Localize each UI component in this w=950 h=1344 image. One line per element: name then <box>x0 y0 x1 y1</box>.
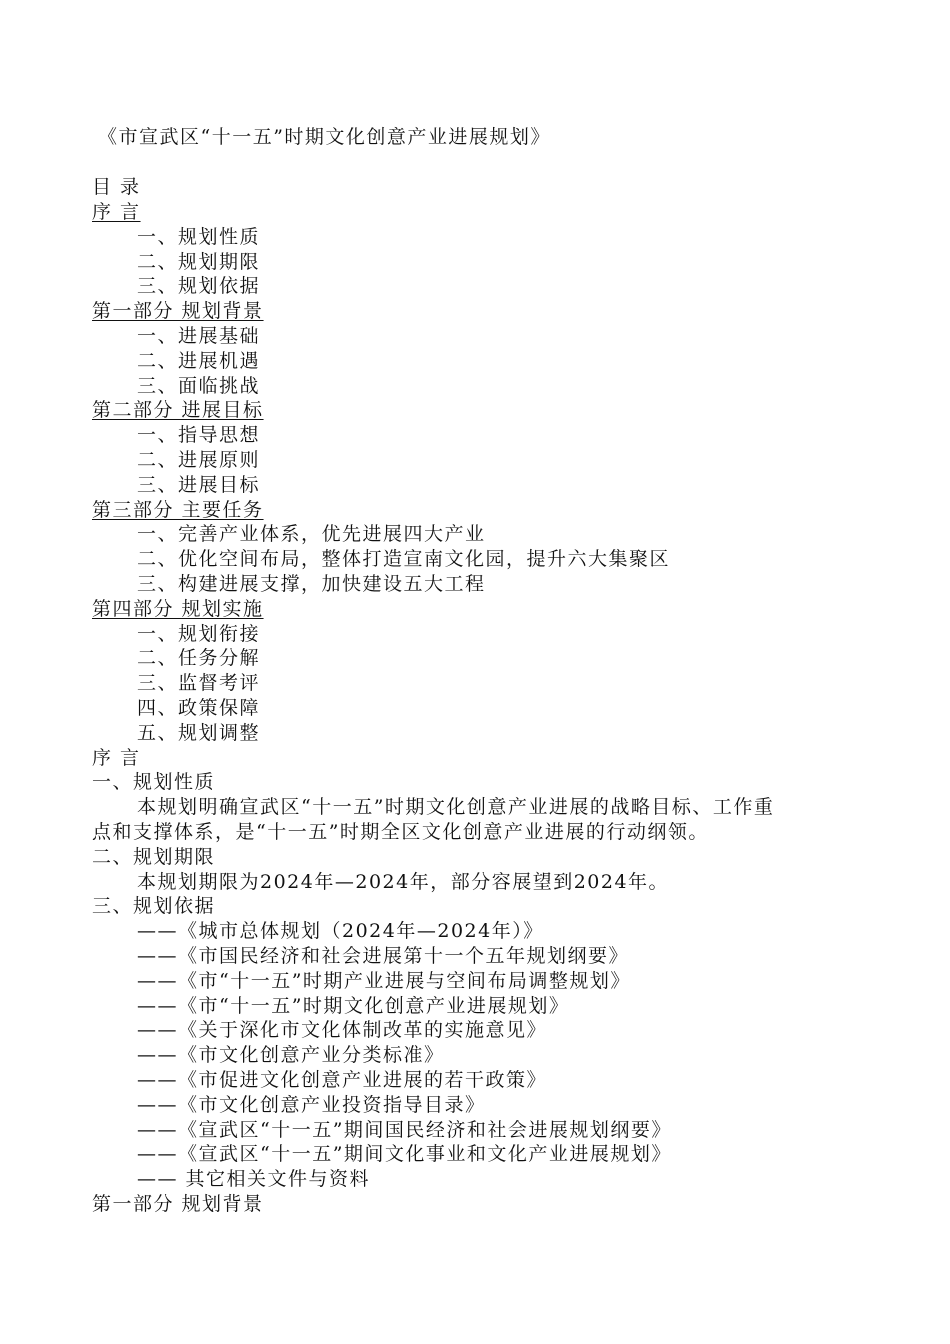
toc-preface-link[interactable]: 序 言 <box>92 201 141 223</box>
toc-item: 二、进展原则 <box>137 449 261 471</box>
basis-item: ——《市文化创意产业分类标准》 <box>137 1044 445 1066</box>
toc-item: 一、规划性质 <box>137 226 261 248</box>
toc-item: 二、任务分解 <box>137 647 261 669</box>
section-heading: 第一部分 规划背景 <box>92 1193 264 1215</box>
basis-item: ——《市国民经济和社会进展第十一个五年规划纲要》 <box>137 945 630 967</box>
toc-item: 三、规划依据 <box>137 275 261 297</box>
paragraph-line: 本规划期限为2024年—2024年，部分容展望到2024年。 <box>137 871 670 893</box>
toc-item: 四、政策保障 <box>137 697 261 719</box>
basis-item: ——《宣武区“十一五”期间国民经济和社会进展规划纲要》 <box>137 1119 672 1141</box>
basis-item: —— 其它相关文件与资料 <box>137 1168 371 1190</box>
toc-item: 一、规划衔接 <box>137 623 261 645</box>
toc-item: 一、进展基础 <box>137 325 261 347</box>
toc-item: 一、指导思想 <box>137 424 261 446</box>
toc-part1-link[interactable]: 第一部分 规划背景 <box>92 300 264 322</box>
basis-item: ——《市“十一五”时期产业进展与空间布局调整规划》 <box>137 970 631 992</box>
basis-item: ——《市“十一五”时期文化创意产业进展规划》 <box>137 995 570 1017</box>
toc-item: 二、规划期限 <box>137 251 261 273</box>
toc-part3-link[interactable]: 第三部分 主要任务 <box>92 499 264 521</box>
paragraph-line: 点和支撑体系，是“十一五”时期全区文化创意产业进展的行动纲领。 <box>92 821 709 843</box>
subsection-heading: 二、规划期限 <box>92 846 216 868</box>
toc-item: 三、面临挑战 <box>137 375 261 397</box>
toc-item: 二、优化空间布局，整体打造宣南文化园，提升六大集聚区 <box>137 548 671 570</box>
basis-item: ——《城市总体规划（2024年—2024年）》 <box>137 920 544 942</box>
subsection-heading: 一、规划性质 <box>92 771 216 793</box>
subsection-heading: 三、规划依据 <box>92 895 216 917</box>
basis-item: ——《宣武区“十一五”期间文化事业和文化产业进展规划》 <box>137 1143 672 1165</box>
document-title: 《市宣武区“十一五”时期文化创意产业进展规划》 <box>98 126 551 148</box>
toc-heading: 目 录 <box>92 176 141 198</box>
basis-item: ——《关于深化市文化体制改革的实施意见》 <box>137 1019 548 1041</box>
paragraph-line: 本规划明确宣武区“十一五”时期文化创意产业进展的战略目标、工作重 <box>137 796 775 818</box>
section-heading: 序 言 <box>92 747 141 769</box>
basis-item: ——《市促进文化创意产业进展的若干政策》 <box>137 1069 548 1091</box>
toc-part2-link[interactable]: 第二部分 进展目标 <box>92 399 264 421</box>
basis-item: ——《市文化创意产业投资指导目录》 <box>137 1094 486 1116</box>
toc-item: 五、规划调整 <box>137 722 261 744</box>
toc-item: 三、构建进展支撑，加快建设五大工程 <box>137 573 486 595</box>
toc-item: 二、进展机遇 <box>137 350 261 372</box>
toc-item: 三、进展目标 <box>137 474 261 496</box>
toc-part4-link[interactable]: 第四部分 规划实施 <box>92 598 264 620</box>
toc-item: 一、完善产业体系，优先进展四大产业 <box>137 523 486 545</box>
toc-item: 三、监督考评 <box>137 672 261 694</box>
